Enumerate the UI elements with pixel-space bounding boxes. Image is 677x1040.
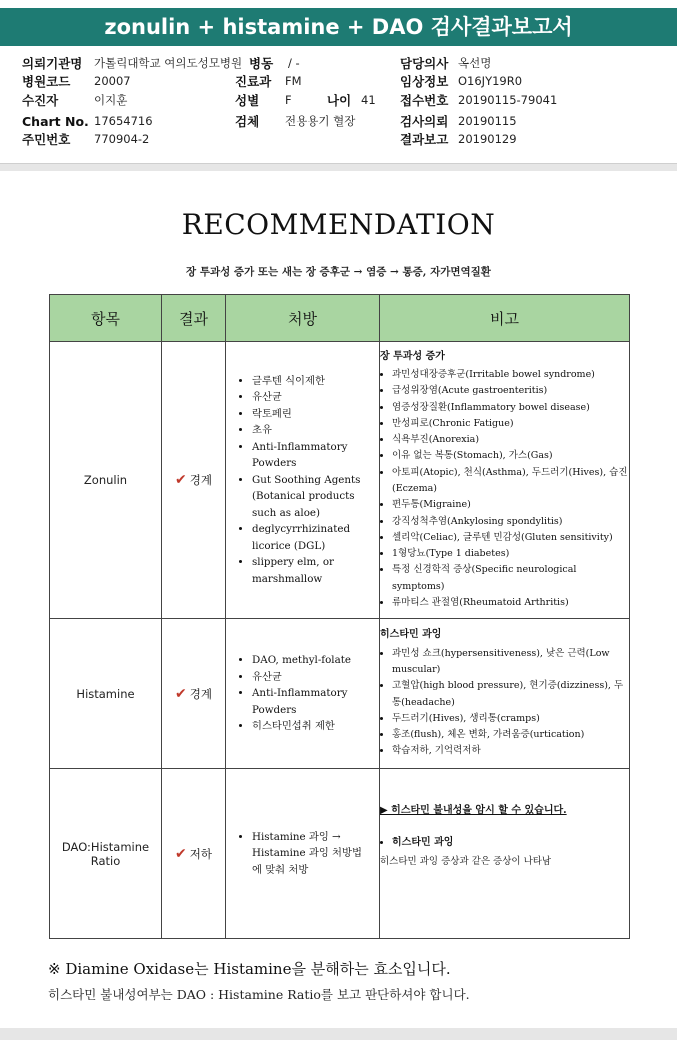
list-item: • Gut Soothing Agents (Botanical products such as aloe)	[252, 472, 371, 522]
list-item: • 1형당뇨(Type 1 diabetes)	[392, 546, 629, 562]
list-item: • 고혈압(high blood pressure), 현기증(dizziness), 두통(headache)	[392, 678, 629, 711]
result-dao-ratio	[162, 769, 226, 939]
list-item: • slippery elm, or marshmallow	[252, 554, 371, 587]
footer-note-secondary: 히스타민 불내성여부는 DAO : Histamine Ratio를 보고 판단하셔야 합니다.	[48, 987, 470, 1002]
institution-value: 가톨릭대학교 여의도성모병원	[94, 56, 243, 70]
age-value: 41	[361, 93, 376, 107]
note-histamine	[380, 619, 630, 769]
report-date-value: 20190129	[458, 132, 517, 146]
note-heading: 히스타민 과잉	[380, 629, 442, 641]
note-heading: 장 투과성 증가	[380, 350, 445, 362]
result-zonulin-text: 경계	[189, 473, 212, 487]
list-item: • 식욕부진(Anorexia)	[392, 432, 629, 448]
list-item: • 과민성 쇼크(hypersensitiveness), 낮은 근력(Low muscular)	[392, 646, 629, 679]
recommendation-title: RECOMMENDATION	[181, 208, 496, 241]
list-item: • 염증성장질환(Inflammatory bowel disease)	[392, 400, 629, 416]
clinical-info-label: 임상정보	[400, 74, 449, 89]
header-result: 결과	[162, 295, 226, 342]
item-zonulin: Zonulin	[50, 342, 162, 619]
list-item: • 아토피(Atopic), 천식(Asthma), 두드러기(Hives), 습진(Eczema)	[392, 465, 629, 498]
list-item: • DAO, methyl-folate	[252, 652, 371, 669]
hospital-code-value: 20007	[94, 74, 131, 88]
list-item: • 유산균	[252, 669, 371, 686]
doctor-value: 옥선명	[458, 56, 492, 70]
recommendation-subtitle: 장 투과성 증가 또는 새는 장 증후군 → 염증 → 통증, 자가면역질환	[186, 266, 491, 278]
check-icon: ✔	[175, 472, 187, 488]
header-prescription: 처방	[226, 295, 380, 342]
clinical-info-value: O16JY19R0	[458, 74, 523, 88]
request-date-value: 20190115	[458, 114, 517, 128]
list-item: • 만성피로(Chronic Fatigue)	[392, 416, 629, 432]
list-item: • 이유 없는 복통(Stomach), 가스(Gas)	[392, 448, 629, 464]
result-dao-ratio-text: 저하	[189, 846, 212, 861]
header-note: 비고	[380, 295, 630, 342]
list-item: • 편두통(Migraine)	[392, 497, 629, 513]
table-row	[50, 769, 630, 939]
age-label: 나이	[327, 93, 352, 108]
list-item: • 셀리악(Celiac), 글루텐 민감성(Gluten sensitivity)	[392, 530, 629, 546]
ward-label: 병동	[249, 56, 274, 71]
result-histamine	[162, 619, 226, 769]
prescription-dao-ratio	[226, 769, 380, 939]
sex-label: 성별	[235, 93, 260, 108]
list-item: • Anti-Inflammatory Powders	[252, 439, 371, 472]
list-item: • 두드러기(Hives), 생리통(cramps)	[392, 711, 629, 727]
table-row	[50, 342, 630, 619]
list-item: • 류마티스 관절염(Rheumatoid Arthritis)	[392, 595, 629, 611]
table-row	[50, 619, 630, 769]
ward-value: / -	[288, 56, 300, 70]
list-item: • Histamine 과잉 → Histamine 과잉 처방법에 맞춰 처방	[252, 829, 371, 879]
chart-no-label: Chart No.	[22, 114, 89, 129]
list-item: • 과민성대장증후군(Irritable bowel syndrome)	[392, 367, 629, 383]
resident-no-value: 770904-2	[94, 132, 150, 146]
note-dao-ratio	[380, 769, 630, 939]
hospital-code-label: 병원코드	[22, 74, 71, 89]
receipt-no-value: 20190115-79041	[458, 93, 558, 107]
patient-value: 이지훈	[94, 93, 128, 107]
list-item: • 글루텐 식이제한	[252, 373, 371, 390]
footer-note-primary: ※ Diamine Oxidase는 Histamine을 분해하는 효소입니다.	[48, 960, 451, 978]
check-icon: ✔	[175, 845, 187, 862]
prescription-histamine	[226, 619, 380, 769]
note-heading: • 히스타민 과잉	[392, 835, 629, 851]
list-item: • 급성위장염(Acute gastroenteritis)	[392, 383, 629, 399]
department-value: FM	[285, 74, 302, 88]
institution-label: 의뢰기관명	[22, 56, 83, 71]
list-item: • 학습저하, 기억력저하	[392, 743, 629, 759]
request-date-label: 검사의뢰	[400, 114, 449, 129]
item-dao-ratio: DAO:Histamine Ratio	[50, 769, 162, 939]
check-icon: ✔	[175, 685, 187, 702]
table-header-row	[50, 295, 630, 342]
result-histamine-text: 경계	[189, 686, 212, 701]
department-label: 진료과	[235, 74, 272, 89]
recommendation-table	[49, 294, 630, 939]
list-item: • 홍조(flush), 체온 변화, 가려움증(urtication)	[392, 727, 629, 743]
result-zonulin	[162, 342, 226, 619]
list-item: • 히스타민섭취 제한	[252, 718, 371, 735]
note-zonulin	[380, 342, 630, 619]
sex-value: F	[285, 93, 292, 107]
receipt-no-label: 접수번호	[400, 93, 449, 108]
list-item: • 초유	[252, 422, 371, 439]
report-title: zonulin + histamine + DAO 검사결과보고서	[0, 8, 677, 46]
note-text: 히스타민 과잉 증상과 같은 증상이 나타남	[380, 855, 552, 867]
list-item: • Anti-Inflammatory Powders	[252, 685, 371, 718]
list-item: • 락토페린	[252, 406, 371, 423]
item-histamine: Histamine	[50, 619, 162, 769]
patient-label: 수진자	[22, 93, 59, 108]
list-item: • 특정 신경학적 증상(Specific neurological symptoms)	[392, 562, 629, 595]
specimen-label: 검체	[235, 114, 260, 129]
chart-no-value: 17654716	[94, 114, 153, 128]
bottom-divider	[0, 1028, 677, 1040]
header-item: 항목	[50, 295, 162, 342]
section-divider	[0, 163, 677, 171]
prescription-zonulin	[226, 342, 380, 619]
doctor-label: 담당의사	[400, 56, 449, 71]
resident-no-label: 주민번호	[22, 132, 71, 147]
intolerance-warning: ▶ 히스타민 불내성을 암시 할 수 있습니다.	[380, 805, 567, 816]
list-item: • 유산균	[252, 389, 371, 406]
list-item: • deglycyrrhizinated licorice (DGL)	[252, 521, 371, 554]
report-date-label: 결과보고	[400, 132, 449, 147]
specimen-value: 전용용기 혈장	[285, 114, 356, 128]
list-item: • 강직성척추염(Ankylosing spondylitis)	[392, 514, 629, 530]
